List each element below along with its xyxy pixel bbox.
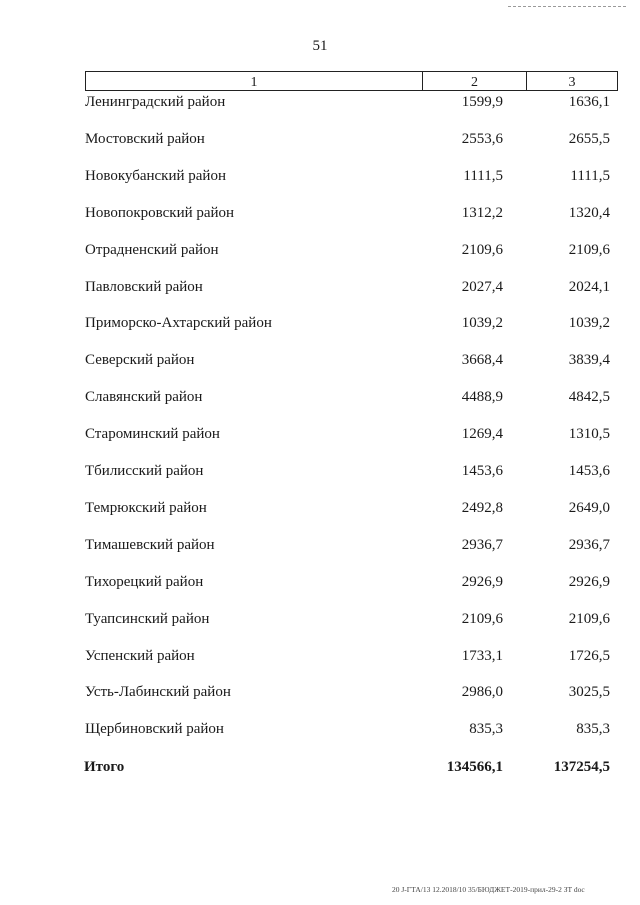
value-col2: 1111,5 (463, 168, 503, 184)
value-col3: 2024,1 (568, 279, 610, 295)
district-name: Туапсинский район (85, 611, 210, 627)
total-label: Итого (84, 759, 125, 775)
total-value-col2: 134566,1 (446, 759, 503, 775)
value-col3: 1726,5 (568, 648, 610, 664)
value-col2: 1269,4 (461, 426, 503, 442)
table-row (85, 721, 618, 741)
table-row (85, 131, 618, 151)
value-col2: 2109,6 (461, 242, 503, 258)
value-col2: 1733,1 (461, 648, 503, 664)
district-name: Ленинградский район (85, 94, 226, 110)
district-name: Тимашевский район (85, 537, 215, 553)
column-header-row (85, 71, 618, 91)
value-col2: 2936,7 (461, 537, 503, 553)
value-col3: 2655,5 (568, 131, 610, 147)
total-row (85, 759, 618, 779)
value-col2: 2027,4 (461, 279, 503, 295)
column-header-3: 3 (568, 75, 576, 90)
district-name: Тихорецкий район (85, 574, 204, 590)
district-name: Славянский район (85, 389, 203, 405)
value-col2: 1312,2 (461, 205, 503, 221)
district-name: Успенский район (85, 648, 195, 664)
table-row (85, 352, 618, 372)
value-col3: 3839,4 (568, 352, 610, 368)
district-name: Мостовский район (85, 131, 205, 147)
value-col3: 2649,0 (568, 500, 610, 516)
table-row (85, 205, 618, 225)
value-col2: 2109,6 (461, 611, 503, 627)
top-edge-rule (508, 6, 626, 7)
value-col2: 3668,4 (461, 352, 503, 368)
value-col2: 1453,6 (461, 463, 503, 479)
value-col3: 1636,1 (568, 94, 610, 110)
total-value-col3: 137254,5 (553, 759, 610, 775)
table-row (85, 463, 618, 483)
table-row (85, 389, 618, 409)
value-col3: 835,3 (576, 721, 610, 737)
district-name: Усть-Лабинский район (85, 684, 231, 700)
value-col3: 2926,9 (568, 574, 610, 590)
table-row (85, 279, 618, 299)
district-name: Новокубанский район (85, 168, 226, 184)
value-col3: 1039,2 (568, 315, 610, 331)
value-col2: 1039,2 (461, 315, 503, 331)
value-col3: 1111,5 (570, 168, 610, 184)
value-col2: 2492,8 (461, 500, 503, 516)
value-col2: 4488,9 (461, 389, 503, 405)
value-col3: 1310,5 (568, 426, 610, 442)
table-row (85, 94, 618, 114)
district-name: Староминский район (85, 426, 220, 442)
value-col3: 2109,6 (568, 611, 610, 627)
value-col3: 4842,5 (568, 389, 610, 405)
table-row (85, 611, 618, 631)
table-row (85, 537, 618, 557)
value-col2: 835,3 (469, 721, 503, 737)
value-col2: 2986,0 (461, 684, 503, 700)
document-footer: 20 J-ГТА/13 12.2018/10 35/БЮДЖЕТ-2019-прил-29-2 ЗТ doc (392, 885, 585, 894)
table-row (85, 242, 618, 262)
district-name: Темрюкский район (85, 500, 207, 516)
value-col2: 2553,6 (461, 131, 503, 147)
value-col3: 1320,4 (568, 205, 610, 221)
table-row (85, 684, 618, 704)
district-name: Новопокровский район (85, 205, 235, 221)
table-row (85, 315, 618, 335)
column-header-1: 1 (86, 72, 423, 90)
value-col3: 1453,6 (568, 463, 610, 479)
value-col3: 2109,6 (568, 242, 610, 258)
value-col2: 1599,9 (461, 94, 503, 110)
district-name: Отрадненский район (85, 242, 219, 258)
district-name: Тбилисский район (85, 463, 204, 479)
district-name: Павловский район (85, 279, 203, 295)
value-col3: 2936,7 (568, 537, 610, 553)
district-name: Приморско-Ахтарский район (85, 315, 272, 331)
district-name: Северский район (85, 352, 195, 368)
district-name: Щербиновский район (85, 721, 224, 737)
page-number: 51 (312, 38, 328, 54)
value-col3: 3025,5 (568, 684, 610, 700)
table-row (85, 500, 618, 520)
value-col2: 2926,9 (461, 574, 503, 590)
table-row (85, 168, 618, 188)
table-row (85, 574, 618, 594)
table-row (85, 648, 618, 668)
column-header-2: 2 (423, 72, 527, 90)
table-row (85, 426, 618, 446)
